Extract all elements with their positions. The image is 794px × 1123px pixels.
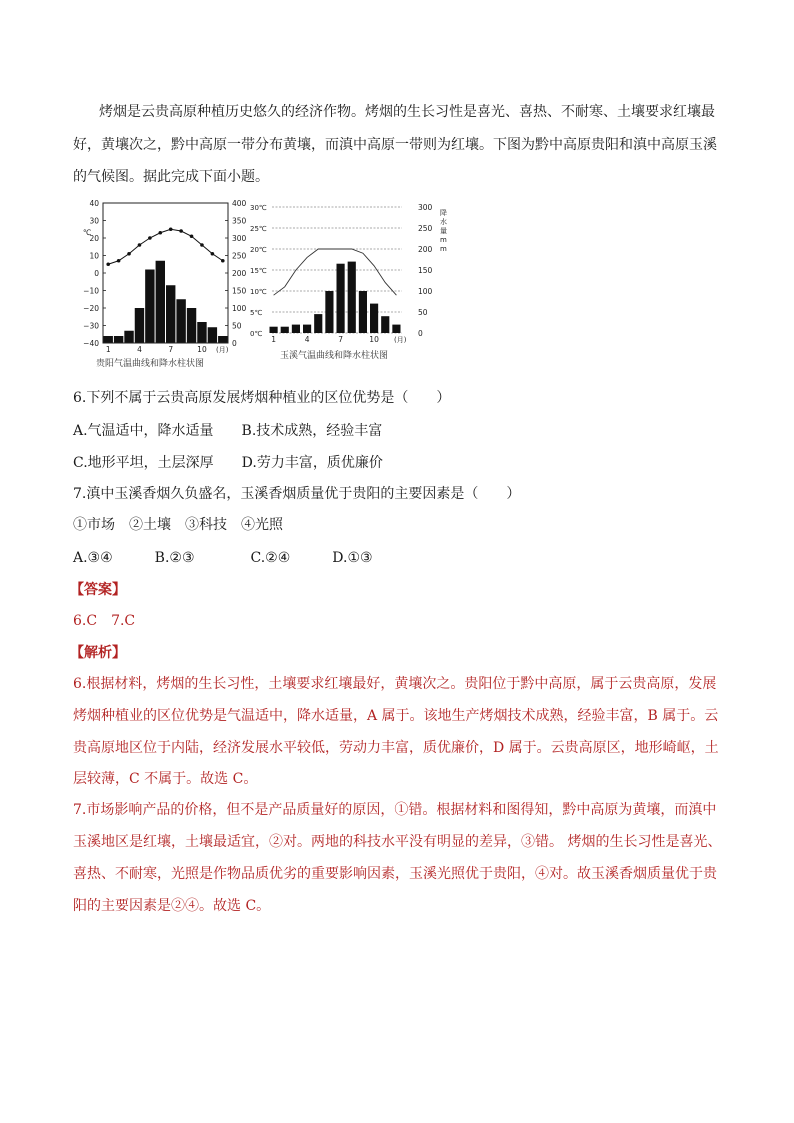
yuxi-left-tick-label: 10℃ bbox=[250, 288, 267, 296]
yuxi-right-tick-label: 200 bbox=[418, 245, 433, 254]
yuxi-left-tick-label: 15℃ bbox=[250, 267, 267, 275]
yuxi-x-tick-label: 7 bbox=[338, 335, 343, 344]
yuxi-left-tick-label: 0℃ bbox=[250, 330, 263, 338]
yuxi-left-tick-label: 25℃ bbox=[250, 225, 267, 233]
yuxi-right-axis-label-char: 降 bbox=[440, 209, 447, 217]
q6-options-row-1: A.气温适中，降水适量 B.技术成熟，经验丰富 bbox=[73, 423, 383, 439]
guiyang-precip-bar bbox=[104, 336, 113, 343]
guiyang-right-tick-label: 0 bbox=[232, 339, 237, 348]
guiyang-precip-bar bbox=[218, 336, 227, 343]
guiyang-precip-bar bbox=[208, 327, 217, 343]
guiyang-left-tick-label: −30 bbox=[83, 321, 99, 331]
yuxi-x-tick-label: 1 bbox=[271, 335, 276, 344]
yuxi-precip-bar bbox=[359, 291, 367, 333]
guiyang-x-unit: (月) bbox=[216, 346, 229, 354]
answer-heading: 【答案】 bbox=[70, 582, 126, 598]
guiyang-right-tick-label: 300 bbox=[232, 234, 247, 243]
intro-line-2: 好，黄壤次之，黔中高原一带分布黄壤，而滇中高原一带则为红壤。下图为黔中高原贵阳和滇中高原玉溪 bbox=[73, 137, 717, 153]
guiyang-temp-point bbox=[221, 259, 225, 263]
guiyang-right-tick-label: 250 bbox=[232, 251, 247, 261]
guiyang-plot-frame bbox=[103, 203, 228, 343]
guiyang-climate-chart bbox=[78, 195, 258, 370]
analysis-q7-line-4: 阳的主要因素是②④。故选 C。 bbox=[73, 898, 271, 914]
guiyang-left-axis-unit: ℃ bbox=[83, 228, 92, 237]
guiyang-right-tick-label: 150 bbox=[232, 286, 247, 296]
yuxi-left-tick-label: 5℃ bbox=[250, 309, 263, 317]
guiyang-right-tick-label: 50 bbox=[232, 321, 242, 331]
yuxi-precip-bar bbox=[337, 264, 345, 333]
q7-options: A.③④ B.②③ C.②④ D.①③ bbox=[73, 550, 373, 566]
guiyang-x-tick-label: 7 bbox=[168, 345, 174, 354]
analysis-q6-line-3: 贵高原地区位于内陆，经济发展水平较低，劳动力丰富，质优廉价，D 属于。云贵高原区，地形崎岖，土 bbox=[73, 740, 719, 756]
guiyang-temp-point bbox=[158, 231, 162, 235]
yuxi-precip-bar bbox=[392, 325, 400, 333]
yuxi-precip-bar bbox=[303, 325, 311, 333]
guiyang-left-tick-label: 20 bbox=[89, 234, 99, 243]
yuxi-right-tick-label: 0 bbox=[418, 329, 423, 338]
yuxi-precip-bar bbox=[270, 327, 278, 333]
yuxi-x-unit: (月) bbox=[394, 336, 407, 344]
yuxi-right-axis-label-char: m bbox=[440, 245, 447, 253]
yuxi-precip-bar bbox=[381, 316, 389, 333]
guiyang-right-tick-label: 200 bbox=[232, 269, 247, 278]
guiyang-x-tick-label: 4 bbox=[137, 345, 142, 354]
yuxi-right-tick-label: 100 bbox=[418, 287, 433, 296]
yuxi-precip-bar bbox=[292, 325, 300, 333]
guiyang-x-tick-label: 1 bbox=[105, 345, 111, 354]
yuxi-right-tick-label: 50 bbox=[418, 308, 428, 317]
guiyang-right-tick-label: 100 bbox=[232, 304, 247, 313]
yuxi-x-tick-label: 10 bbox=[369, 335, 379, 344]
guiyang-left-tick-label: 40 bbox=[89, 199, 99, 208]
yuxi-temp-line bbox=[274, 249, 397, 295]
yuxi-precip-bar bbox=[370, 304, 378, 333]
guiyang-x-tick-label: 10 bbox=[197, 345, 207, 354]
guiyang-temp-point bbox=[127, 252, 131, 256]
yuxi-right-axis-label-char: 水 bbox=[440, 218, 447, 226]
yuxi-climate-chart bbox=[250, 195, 450, 370]
yuxi-right-tick-label: 300 bbox=[418, 203, 433, 212]
guiyang-left-tick-label: −10 bbox=[83, 286, 99, 296]
analysis-q7-line-2: 玉溪地区是红壤，土壤最适宜，②对。两地的科技水平没有明显的差异，③错。 烤烟的生长习性是喜光、 bbox=[73, 834, 722, 850]
analysis-q6-line-1: 6.根据材料，烤烟的生长习性，土壤要求红壤最好，黄壤次之。贵阳位于黔中高原，属于云贵高原，发展 bbox=[73, 676, 717, 692]
guiyang-precip-bar bbox=[145, 270, 154, 344]
yuxi-chart-title: 玉溪气温曲线和降水柱状图 bbox=[280, 351, 389, 361]
q6-options-row-2: C.地形平坦，土层深厚 D.劳力丰富，质优廉价 bbox=[73, 455, 383, 471]
guiyang-precip-bar bbox=[197, 322, 206, 343]
guiyang-precip-bar bbox=[176, 299, 185, 343]
guiyang-precip-bar bbox=[156, 261, 165, 343]
guiyang-left-tick-label: −20 bbox=[83, 304, 99, 313]
guiyang-temp-point bbox=[148, 236, 152, 240]
intro-line-3: 的气候图。据此完成下面小题。 bbox=[73, 169, 269, 185]
analysis-heading: 【解析】 bbox=[70, 645, 126, 661]
analysis-q6-line-4: 层较薄，C 不属于。故选 C。 bbox=[73, 771, 258, 787]
q7-stem: 7.滇中玉溪香烟久负盛名，玉溪香烟质量优于贵阳的主要因素是（ ） bbox=[73, 486, 521, 502]
analysis-q7-line-3: 喜热、不耐寒，光照是作物品质优劣的重要影响因素，玉溪光照优于贵阳，④对。故玉溪香烟质量优于贵 bbox=[73, 866, 717, 882]
yuxi-left-tick-label: 20℃ bbox=[250, 246, 267, 254]
yuxi-right-axis-label-char: 量 bbox=[440, 227, 447, 235]
guiyang-precip-bar bbox=[124, 331, 133, 343]
guiyang-left-tick-label: 10 bbox=[89, 251, 99, 261]
yuxi-right-axis-label-char: m bbox=[440, 236, 447, 244]
yuxi-right-tick-label: 250 bbox=[418, 224, 433, 233]
guiyang-right-tick-label: 400 bbox=[232, 199, 247, 208]
yuxi-right-tick-label: 150 bbox=[418, 266, 433, 275]
yuxi-precip-bar bbox=[348, 262, 356, 333]
yuxi-precip-bar bbox=[314, 314, 322, 333]
guiyang-temp-point bbox=[179, 229, 183, 233]
guiyang-temp-line bbox=[108, 229, 223, 264]
guiyang-left-tick-label: −40 bbox=[83, 339, 99, 348]
guiyang-precip-bar bbox=[135, 308, 144, 343]
guiyang-temp-point bbox=[211, 252, 215, 256]
guiyang-left-tick-label: 30 bbox=[89, 216, 99, 226]
guiyang-temp-point bbox=[190, 234, 194, 238]
guiyang-temp-point bbox=[200, 243, 204, 247]
yuxi-left-tick-label: 30℃ bbox=[250, 204, 267, 212]
guiyang-precip-bar bbox=[114, 336, 123, 343]
guiyang-left-tick-label: 0 bbox=[94, 269, 99, 278]
guiyang-chart-title: 贵阳气温曲线和降水柱状图 bbox=[96, 359, 205, 369]
guiyang-precip-bar bbox=[166, 285, 175, 343]
analysis-q6-line-2: 烤烟种植业的区位优势是气温适中，降水适量，A 属于。该地生产烤烟技术成熟，经验丰富，B 属于。云 bbox=[73, 708, 719, 724]
intro-line-1: 烤烟是云贵高原种植历史悠久的经济作物。烤烟的生长习性是喜光、喜热、不耐寒、土壤要求红壤最 bbox=[99, 104, 715, 120]
q7-items: ①市场 ②土壤 ③科技 ④光照 bbox=[73, 517, 283, 533]
answer-text: 6.C 7.C bbox=[73, 613, 136, 629]
yuxi-x-tick-label: 4 bbox=[304, 335, 310, 344]
analysis-q7-line-1: 7.市场影响产品的价格，但不是产品质量好的原因，①错。根据材料和图得知，黔中高原为黄壤，而滇中 bbox=[73, 802, 717, 818]
yuxi-precip-bar bbox=[281, 327, 289, 333]
q6-stem: 6.下列不属于云贵高原发展烤烟种植业的区位优势是（ ） bbox=[73, 390, 451, 406]
guiyang-precip-bar bbox=[187, 308, 196, 343]
guiyang-temp-point bbox=[138, 243, 142, 247]
guiyang-right-tick-label: 350 bbox=[232, 216, 247, 226]
guiyang-temp-point bbox=[169, 227, 173, 231]
yuxi-precip-bar bbox=[325, 291, 333, 333]
guiyang-temp-point bbox=[106, 262, 110, 266]
guiyang-temp-point bbox=[117, 259, 121, 263]
